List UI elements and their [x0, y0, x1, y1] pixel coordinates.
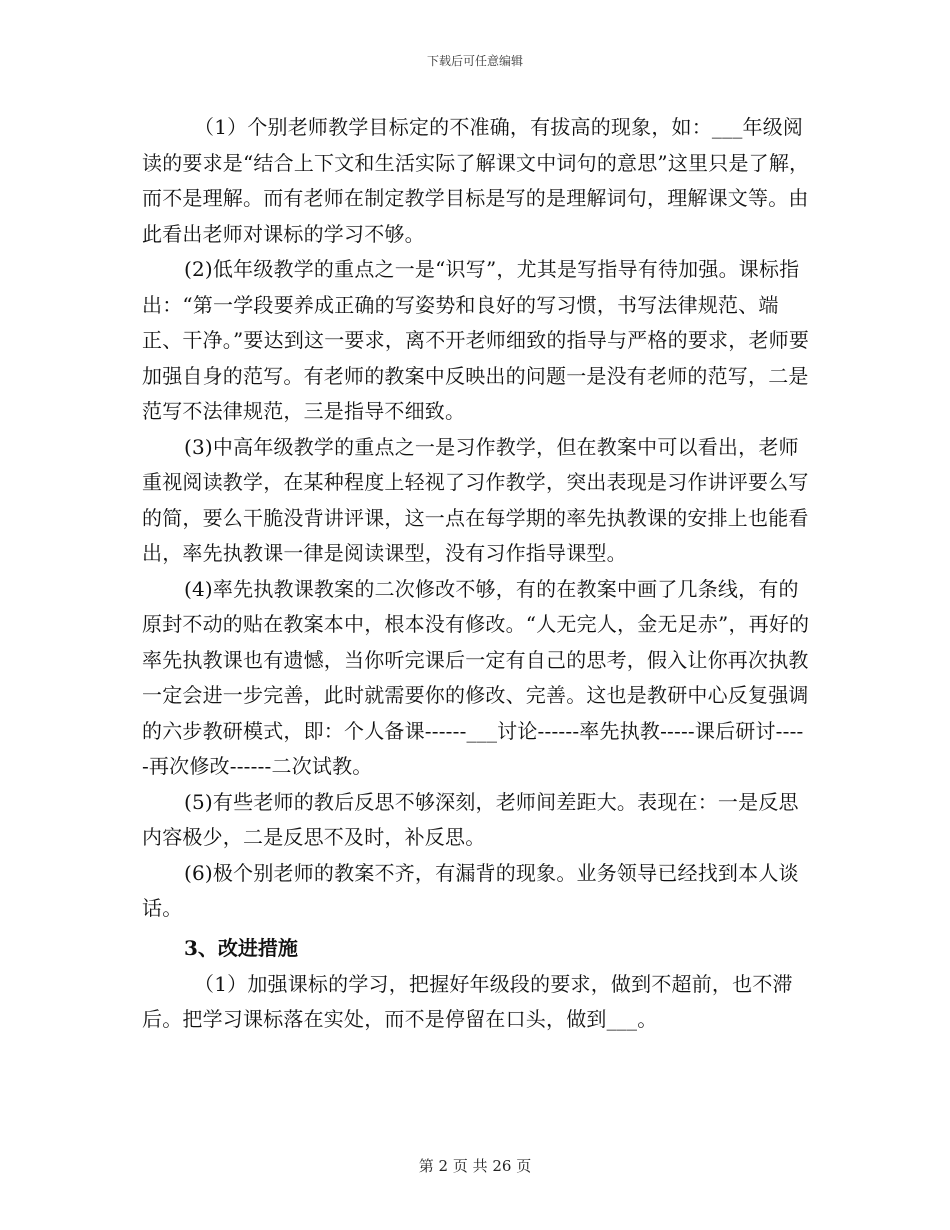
paragraph-3: (3)中高年级教学的重点之一是习作教学，但在教案中可以看出，老师重视阅读教学，在某种程度上轻视了习作教学，突出表现是习作讲评要么写的简，要么干脆没背讲评课，这一点在每学期的率先执教课的安排上也能看出，率先执教课一律是阅读课型，没有习作指导课型。	[142, 434, 809, 565]
paragraph-7: （1）加强课标的学习，把握好年级段的要求，做到不超前，也不滞后。把学习课标落在实处，而不是停留在口头，做到___。	[142, 971, 793, 1031]
paragraph-1: （1）个别老师教学目标定的不准确，有拔高的现象，如：___年级阅读的要求是“结合上下文和生活实际了解课文中词句的意思”这里只是了解，而不是理解。而有老师在制定教学目标是写的是理解词句，理解课文等。由此看出老师对课标的学习不够。	[142, 115, 810, 246]
paragraph-6: (6)极个别老师的教案不齐，有漏背的现象。业务领导已经找到本人谈话。	[142, 860, 799, 920]
paragraph-5: (5)有些老师的教后反思不够深刻，老师间差距大。表现在：一是反思内容极少，二是反思不及时，补反思。	[142, 789, 799, 849]
paragraph-4: (4)率先执教课教案的二次修改不够，有的在教案中画了几条线，有的原封不动的贴在教案本中，根本没有修改。“人无完人，金无足赤”，再好的率先执教课也有遗憾，当你听完课后一定有自己的思考，假入让你再次执教一定会进一步完善，此时就需要你的修改、完善。这也是教研中心反复强调的六步教研模式，即：个人备课------___讨论------率先执教-----课后研讨-----再次修改------二次试教。	[142, 576, 810, 778]
page-header-note: 下载后可任意编辑	[426, 54, 523, 68]
section-heading: 3、改进措施	[184, 935, 298, 960]
page-number: 第 2 页 共 26 页	[418, 1157, 532, 1175]
paragraph-2: (2)低年级教学的重点之一是“识写”，尤其是写指导有待加强。课标指出：“第一学段要养成正确的写姿势和良好的写习惯，书写法律规范、端正、干净。”要达到这一要求，离不开老师细致的指导与严格的要求，老师要加强自身的范写。有老师的教案中反映出的问题一是没有老师的范写，二是范写不法律规范，三是指导不细致。	[142, 257, 810, 423]
document-body	[142, 110, 810, 1038]
